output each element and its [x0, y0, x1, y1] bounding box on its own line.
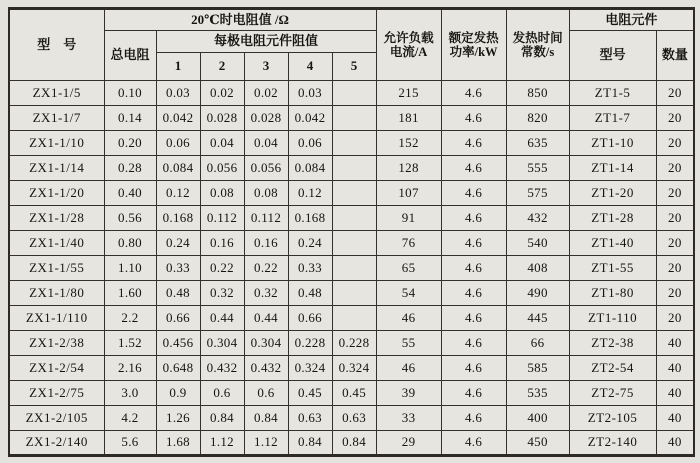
cell-model: ZX1-2/54: [9, 356, 104, 381]
cell-total-resistance: 0.10: [104, 81, 156, 106]
table-row: [9, 256, 694, 281]
cell-total-resistance: 3.0: [104, 381, 156, 406]
cell-rated-power: 4.6: [441, 281, 506, 306]
time-constant-line1: 发热时间: [512, 30, 563, 45]
cell-load-current: 29: [376, 431, 441, 456]
cell-r5: [332, 206, 376, 231]
cell-rated-power: 4.6: [441, 231, 506, 256]
cell-r5: [332, 256, 376, 281]
cell-r1: 0.48: [156, 281, 200, 306]
load-current-line1: 允许负载: [383, 30, 434, 45]
cell-model: ZX1-2/75: [9, 381, 104, 406]
cell-r2: 0.44: [200, 306, 244, 331]
cell-model: ZX1-1/28: [9, 206, 104, 231]
pole-col-5-header: 5: [332, 53, 376, 81]
cell-r4: 0.45: [288, 381, 332, 406]
pole-col-1-header: 1: [156, 53, 200, 81]
cell-r2: 0.112: [200, 206, 244, 231]
cell-time-constant: 535: [506, 381, 569, 406]
table-row: [9, 281, 694, 306]
cell-r5: [332, 156, 376, 181]
cell-element-model: ZT1-20: [569, 181, 656, 206]
cell-r5: [332, 106, 376, 131]
cell-element-qty: 20: [656, 306, 694, 331]
cell-time-constant: 66: [506, 331, 569, 356]
resistance-20c-group-header: 20℃时电阻值 /Ω: [104, 9, 376, 31]
cell-r2: 1.12: [200, 431, 244, 456]
cell-time-constant: 555: [506, 156, 569, 181]
cell-r3: 0.432: [244, 356, 288, 381]
cell-r3: 0.028: [244, 106, 288, 131]
rated-power-header: [441, 9, 506, 81]
cell-r3: 0.84: [244, 406, 288, 431]
cell-r3: 1.12: [244, 431, 288, 456]
cell-r4: 0.042: [288, 106, 332, 131]
cell-r4: 0.84: [288, 431, 332, 456]
model-header-cell: 型 号: [9, 9, 104, 81]
cell-r4: 0.66: [288, 306, 332, 331]
cell-time-constant: 490: [506, 281, 569, 306]
cell-r5: [332, 281, 376, 306]
cell-r1: 0.06: [156, 131, 200, 156]
cell-element-qty: 20: [656, 256, 694, 281]
table-row: [9, 431, 694, 456]
cell-r5: [332, 306, 376, 331]
cell-element-model: ZT2-75: [569, 381, 656, 406]
cell-total-resistance: 0.20: [104, 131, 156, 156]
cell-total-resistance: 5.6: [104, 431, 156, 456]
cell-load-current: 76: [376, 231, 441, 256]
cell-r5: [332, 231, 376, 256]
cell-r2: 0.32: [200, 281, 244, 306]
cell-r1: 1.68: [156, 431, 200, 456]
cell-r1: 0.168: [156, 206, 200, 231]
cell-r2: 0.304: [200, 331, 244, 356]
cell-r1: 0.12: [156, 181, 200, 206]
cell-element-model: ZT2-54: [569, 356, 656, 381]
cell-r1: 0.042: [156, 106, 200, 131]
cell-model: ZX1-1/5: [9, 81, 104, 106]
cell-r3: 0.04: [244, 131, 288, 156]
cell-r2: 0.08: [200, 181, 244, 206]
cell-model: ZX1-1/80: [9, 281, 104, 306]
cell-element-qty: 20: [656, 131, 694, 156]
element-qty-header: 数量: [656, 31, 694, 81]
cell-load-current: 65: [376, 256, 441, 281]
cell-time-constant: 575: [506, 181, 569, 206]
cell-rated-power: 4.6: [441, 306, 506, 331]
pole-col-4-header: 4: [288, 53, 332, 81]
cell-time-constant: 408: [506, 256, 569, 281]
cell-r4: 0.12: [288, 181, 332, 206]
cell-total-resistance: 0.28: [104, 156, 156, 181]
cell-total-resistance: 0.56: [104, 206, 156, 231]
cell-element-model: ZT1-7: [569, 106, 656, 131]
cell-model: ZX1-2/140: [9, 431, 104, 456]
table-row: [9, 231, 694, 256]
cell-r4: 0.084: [288, 156, 332, 181]
cell-rated-power: 4.6: [441, 156, 506, 181]
cell-model: ZX1-1/40: [9, 231, 104, 256]
cell-load-current: 128: [376, 156, 441, 181]
cell-r1: 0.24: [156, 231, 200, 256]
cell-element-qty: 20: [656, 106, 694, 131]
cell-r3: 0.02: [244, 81, 288, 106]
cell-r3: 0.16: [244, 231, 288, 256]
cell-r2: 0.056: [200, 156, 244, 181]
element-model-header: 型号: [569, 31, 656, 81]
cell-r3: 0.08: [244, 181, 288, 206]
cell-rated-power: 4.6: [441, 331, 506, 356]
cell-rated-power: 4.6: [441, 406, 506, 431]
cell-element-model: ZT1-80: [569, 281, 656, 306]
cell-r2: 0.22: [200, 256, 244, 281]
cell-total-resistance: 2.2: [104, 306, 156, 331]
cell-r3: 0.112: [244, 206, 288, 231]
cell-r3: 0.44: [244, 306, 288, 331]
cell-model: ZX1-2/105: [9, 406, 104, 431]
cell-model: ZX1-1/110: [9, 306, 104, 331]
cell-element-model: ZT1-10: [569, 131, 656, 156]
cell-r4: 0.324: [288, 356, 332, 381]
cell-model: ZX1-1/55: [9, 256, 104, 281]
cell-element-model: ZT1-5: [569, 81, 656, 106]
cell-element-qty: 20: [656, 181, 694, 206]
cell-time-constant: 540: [506, 231, 569, 256]
cell-r1: 0.03: [156, 81, 200, 106]
cell-r4: 0.06: [288, 131, 332, 156]
cell-r1: 0.084: [156, 156, 200, 181]
cell-r5: 0.324: [332, 356, 376, 381]
cell-r5: 0.45: [332, 381, 376, 406]
cell-load-current: 39: [376, 381, 441, 406]
pole-col-3-header: 3: [244, 53, 288, 81]
cell-total-resistance: 0.40: [104, 181, 156, 206]
table-row: [9, 181, 694, 206]
cell-time-constant: 445: [506, 306, 569, 331]
cell-r1: 0.33: [156, 256, 200, 281]
cell-total-resistance: 1.52: [104, 331, 156, 356]
cell-time-constant: 432: [506, 206, 569, 231]
cell-time-constant: 850: [506, 81, 569, 106]
cell-time-constant: 400: [506, 406, 569, 431]
cell-element-qty: 20: [656, 206, 694, 231]
cell-time-constant: 820: [506, 106, 569, 131]
cell-total-resistance: 1.10: [104, 256, 156, 281]
cell-element-model: ZT1-14: [569, 156, 656, 181]
cell-r4: 0.48: [288, 281, 332, 306]
cell-rated-power: 4.6: [441, 181, 506, 206]
cell-element-qty: 20: [656, 81, 694, 106]
cell-rated-power: 4.6: [441, 206, 506, 231]
cell-r3: 0.32: [244, 281, 288, 306]
cell-r4: 0.03: [288, 81, 332, 106]
cell-r4: 0.168: [288, 206, 332, 231]
cell-load-current: 46: [376, 306, 441, 331]
cell-r2: 0.02: [200, 81, 244, 106]
cell-element-qty: 40: [656, 406, 694, 431]
table-row: [9, 106, 694, 131]
cell-r2: 0.6: [200, 381, 244, 406]
cell-total-resistance: 4.2: [104, 406, 156, 431]
cell-total-resistance: 2.16: [104, 356, 156, 381]
cell-r4: 0.33: [288, 256, 332, 281]
cell-total-resistance: 1.60: [104, 281, 156, 306]
cell-load-current: 54: [376, 281, 441, 306]
cell-model: ZX1-1/10: [9, 131, 104, 156]
cell-r3: 0.22: [244, 256, 288, 281]
cell-r2: 0.028: [200, 106, 244, 131]
table-row: [9, 156, 694, 181]
cell-r5: [332, 81, 376, 106]
rated-power-line2: 功率/kW: [449, 45, 498, 59]
cell-rated-power: 4.6: [441, 381, 506, 406]
cell-model: ZX1-1/20: [9, 181, 104, 206]
cell-r5: 0.63: [332, 406, 376, 431]
cell-element-qty: 40: [656, 356, 694, 381]
table-row: [9, 331, 694, 356]
cell-total-resistance: 0.14: [104, 106, 156, 131]
cell-element-qty: 20: [656, 156, 694, 181]
cell-r3: 0.056: [244, 156, 288, 181]
cell-element-model: ZT1-110: [569, 306, 656, 331]
cell-r1: 0.66: [156, 306, 200, 331]
cell-element-model: ZT2-140: [569, 431, 656, 456]
cell-load-current: 107: [376, 181, 441, 206]
table-row: [9, 406, 694, 431]
cell-r1: 1.26: [156, 406, 200, 431]
cell-r2: 0.16: [200, 231, 244, 256]
time-constant-line2: 常数/s: [520, 45, 555, 59]
cell-time-constant: 635: [506, 131, 569, 156]
cell-r5: [332, 131, 376, 156]
cell-r1: 0.9: [156, 381, 200, 406]
header-row-1: [9, 9, 694, 31]
cell-model: ZX1-1/14: [9, 156, 104, 181]
per-pole-group-header: 每极电阻元件阻值: [156, 31, 376, 53]
load-current-line2: 电流/A: [389, 45, 428, 59]
cell-rated-power: 4.6: [441, 356, 506, 381]
cell-load-current: 46: [376, 356, 441, 381]
cell-total-resistance: 0.80: [104, 231, 156, 256]
cell-r5: 0.84: [332, 431, 376, 456]
cell-rated-power: 4.6: [441, 131, 506, 156]
cell-r5: 0.228: [332, 331, 376, 356]
table-body: [9, 81, 694, 456]
cell-element-model: ZT1-40: [569, 231, 656, 256]
cell-element-model: ZT1-28: [569, 206, 656, 231]
cell-rated-power: 4.6: [441, 431, 506, 456]
table-row: [9, 81, 694, 106]
cell-r3: 0.6: [244, 381, 288, 406]
time-constant-header: [506, 9, 569, 81]
total-resistance-header: 总电阻: [104, 31, 156, 81]
cell-r3: 0.304: [244, 331, 288, 356]
cell-r2: 0.84: [200, 406, 244, 431]
table-row: [9, 131, 694, 156]
cell-element-model: ZT1-55: [569, 256, 656, 281]
cell-r4: 0.24: [288, 231, 332, 256]
rated-power-line1: 额定发热: [448, 30, 499, 45]
pole-col-2-header: 2: [200, 53, 244, 81]
cell-r4: 0.63: [288, 406, 332, 431]
cell-model: ZX1-1/7: [9, 106, 104, 131]
cell-load-current: 33: [376, 406, 441, 431]
cell-r5: [332, 181, 376, 206]
element-group-header: 电阻元件: [569, 9, 694, 31]
cell-time-constant: 450: [506, 431, 569, 456]
load-current-header: [376, 9, 441, 81]
cell-r4: 0.228: [288, 331, 332, 356]
table-row: [9, 306, 694, 331]
cell-load-current: 55: [376, 331, 441, 356]
cell-element-qty: 20: [656, 231, 694, 256]
cell-r1: 0.648: [156, 356, 200, 381]
table-row: [9, 356, 694, 381]
cell-element-model: ZT2-38: [569, 331, 656, 356]
cell-element-qty: 20: [656, 281, 694, 306]
table-row: [9, 206, 694, 231]
cell-rated-power: 4.6: [441, 81, 506, 106]
cell-load-current: 181: [376, 106, 441, 131]
cell-rated-power: 4.6: [441, 106, 506, 131]
cell-element-qty: 40: [656, 381, 694, 406]
cell-rated-power: 4.6: [441, 256, 506, 281]
cell-r2: 0.432: [200, 356, 244, 381]
cell-element-model: ZT2-105: [569, 406, 656, 431]
cell-model: ZX1-2/38: [9, 331, 104, 356]
table-row: [9, 381, 694, 406]
cell-r2: 0.04: [200, 131, 244, 156]
cell-load-current: 152: [376, 131, 441, 156]
cell-r1: 0.456: [156, 331, 200, 356]
table-header: [9, 9, 694, 81]
cell-load-current: 91: [376, 206, 441, 231]
cell-element-qty: 40: [656, 431, 694, 456]
resistor-spec-table: [8, 7, 695, 457]
cell-load-current: 215: [376, 81, 441, 106]
cell-time-constant: 585: [506, 356, 569, 381]
cell-element-qty: 40: [656, 331, 694, 356]
header-row-2: [9, 31, 694, 53]
